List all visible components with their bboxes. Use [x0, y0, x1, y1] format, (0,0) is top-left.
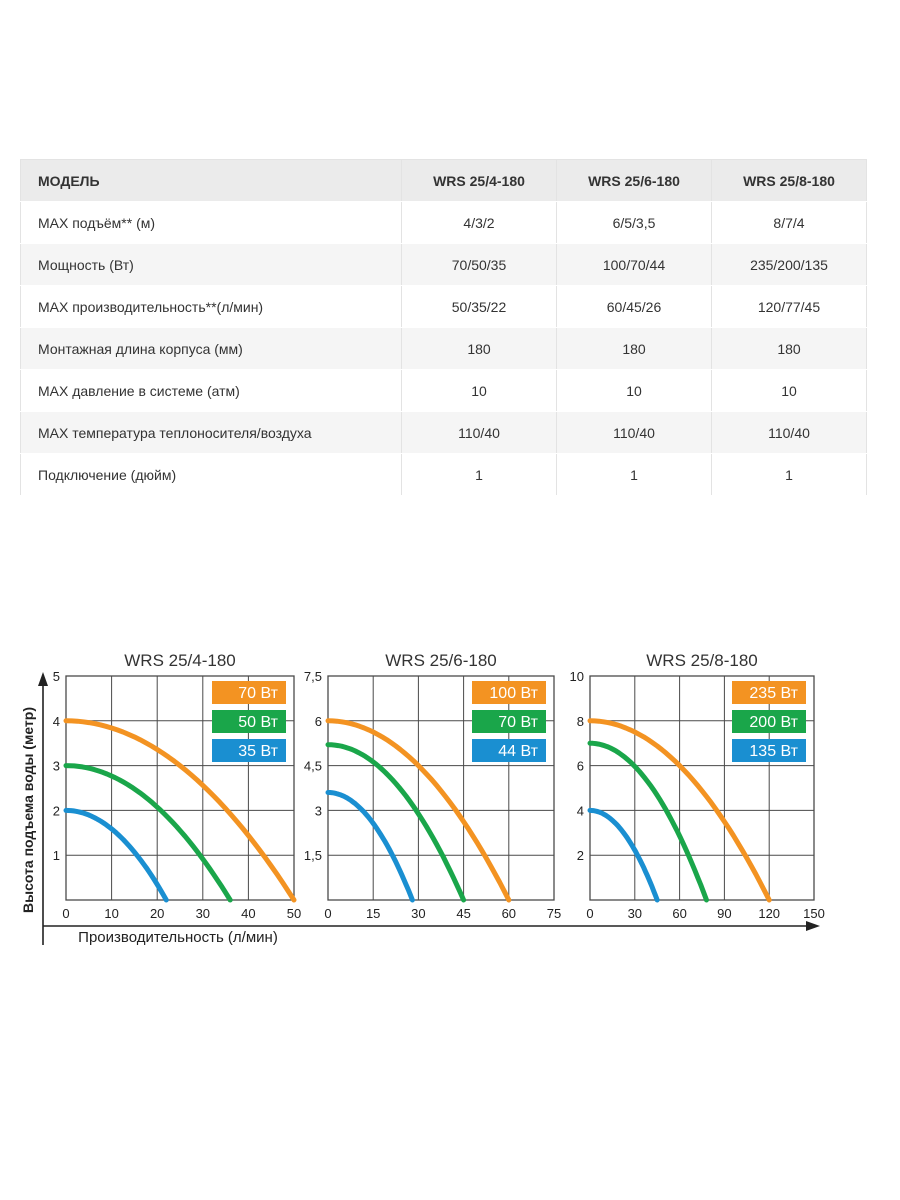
y-tick-label: 1 — [52, 848, 60, 864]
spec-value: 1 — [557, 454, 712, 496]
y-tick-label: 2 — [52, 803, 60, 819]
x-tick-label: 30 — [627, 906, 643, 921]
x-tick-label: 0 — [586, 906, 594, 921]
curve-green — [328, 745, 464, 900]
x-tick-label: 15 — [365, 906, 381, 921]
spec-row — [21, 328, 867, 370]
header-model-2: WRS 25/6-180 — [557, 160, 712, 202]
x-tick-label: 60 — [501, 906, 517, 921]
y-tick-label: 10 — [569, 669, 584, 684]
y-tick-label: 4 — [52, 713, 60, 729]
x-axis-arrow-icon — [806, 921, 820, 931]
y-axis-label: Высота подъема воды (метр) — [20, 707, 36, 913]
x-tick-label: 10 — [104, 906, 119, 921]
spec-value: 180 — [402, 328, 557, 370]
spec-value: 4/3/2 — [402, 202, 557, 244]
spec-value: 100/70/44 — [557, 244, 712, 286]
y-tick-label: 4,5 — [303, 758, 322, 774]
spec-param: MAX температура теплоносителя/воздуха — [21, 412, 402, 454]
y-tick-label: 6 — [314, 713, 322, 729]
spec-value: 120/77/45 — [712, 286, 867, 328]
spec-row — [21, 454, 867, 496]
x-tick-label: 75 — [546, 906, 562, 921]
spec-param: MAX подъём** (м) — [21, 202, 402, 244]
y-tick-label: 3 — [52, 758, 60, 774]
y-tick-label: 7,5 — [303, 669, 322, 684]
spec-row — [21, 286, 867, 328]
y-tick-label: 1,5 — [303, 848, 322, 864]
x-tick-label: 40 — [241, 906, 256, 921]
spec-value: 110/40 — [712, 412, 867, 454]
y-tick-label: 8 — [576, 713, 584, 729]
x-tick-label: 30 — [195, 906, 211, 921]
x-tick-label: 90 — [717, 906, 732, 921]
x-tick-label: 120 — [758, 906, 781, 921]
header-model: МОДЕЛЬ — [21, 160, 402, 202]
spec-value: 235/200/135 — [712, 244, 867, 286]
x-tick-label: 50 — [286, 906, 302, 921]
y-tick-label: 2 — [576, 848, 584, 864]
chart-wrs-25-6 — [304, 651, 561, 921]
legend-label: 100 Вт — [489, 685, 538, 702]
spec-param: Подключение (дюйм) — [21, 454, 402, 496]
spec-param: Монтажная длина корпуса (мм) — [21, 328, 402, 370]
spec-row — [21, 202, 867, 244]
spec-value: 180 — [557, 328, 712, 370]
spec-value: 180 — [712, 328, 867, 370]
axes-frame — [20, 672, 820, 946]
x-tick-label: 30 — [411, 906, 426, 921]
spec-value: 1 — [402, 454, 557, 496]
spec-row — [21, 370, 867, 412]
y-tick-label: 6 — [576, 758, 584, 774]
legend-label: 200 Вт — [749, 714, 798, 731]
chart-wrs-25-4 — [53, 651, 301, 921]
x-tick-label: 60 — [672, 906, 687, 921]
curve-blue — [328, 793, 412, 901]
specs-header-row — [21, 160, 867, 202]
plot-frame — [66, 676, 294, 900]
spec-value: 60/45/26 — [557, 286, 712, 328]
spec-param: MAX производительность**(л/мин) — [21, 286, 402, 328]
spec-value: 8/7/4 — [712, 202, 867, 244]
x-tick-label: 0 — [324, 906, 332, 921]
spec-value: 10 — [557, 370, 712, 412]
specs-table — [20, 159, 867, 496]
legend-label: 35 Вт — [238, 743, 278, 760]
x-tick-label: 150 — [803, 906, 825, 921]
spec-value: 110/40 — [557, 412, 712, 454]
spec-value: 70/50/35 — [402, 244, 557, 286]
spec-row — [21, 412, 867, 454]
x-tick-label: 45 — [456, 906, 471, 921]
legend-label: 44 Вт — [498, 743, 538, 760]
spec-value: 10 — [712, 370, 867, 412]
spec-value: 1 — [712, 454, 867, 496]
x-tick-label: 0 — [62, 906, 70, 921]
chart-wrs-25-8 — [570, 651, 825, 921]
spec-value: 50/35/22 — [402, 286, 557, 328]
legend-label: 70 Вт — [498, 714, 538, 731]
spec-value: 110/40 — [402, 412, 557, 454]
chart-title: WRS 25/6-180 — [385, 651, 497, 670]
header-model-3: WRS 25/8-180 — [712, 160, 867, 202]
spec-param: Мощность (Вт) — [21, 244, 402, 286]
x-tick-label: 20 — [149, 906, 165, 921]
header-model-1: WRS 25/4-180 — [402, 160, 557, 202]
legend-label: 50 Вт — [238, 714, 278, 731]
legend-label: 235 Вт — [749, 685, 798, 702]
spec-row — [21, 244, 867, 286]
pump-curves-figure — [0, 630, 900, 960]
y-axis-arrow-icon — [38, 672, 48, 686]
spec-value: 6/5/3,5 — [557, 202, 712, 244]
y-tick-label: 3 — [314, 803, 322, 819]
legend-label: 70 Вт — [238, 685, 278, 702]
y-tick-label: 4 — [576, 803, 584, 819]
x-axis-label: Производительность (л/мин) — [78, 929, 278, 946]
spec-param: MAX давление в системе (атм) — [21, 370, 402, 412]
chart-title: WRS 25/4-180 — [124, 651, 236, 670]
spec-value: 10 — [402, 370, 557, 412]
legend-label: 135 Вт — [749, 743, 798, 760]
y-tick-label: 5 — [52, 669, 60, 684]
chart-title: WRS 25/8-180 — [646, 651, 758, 670]
